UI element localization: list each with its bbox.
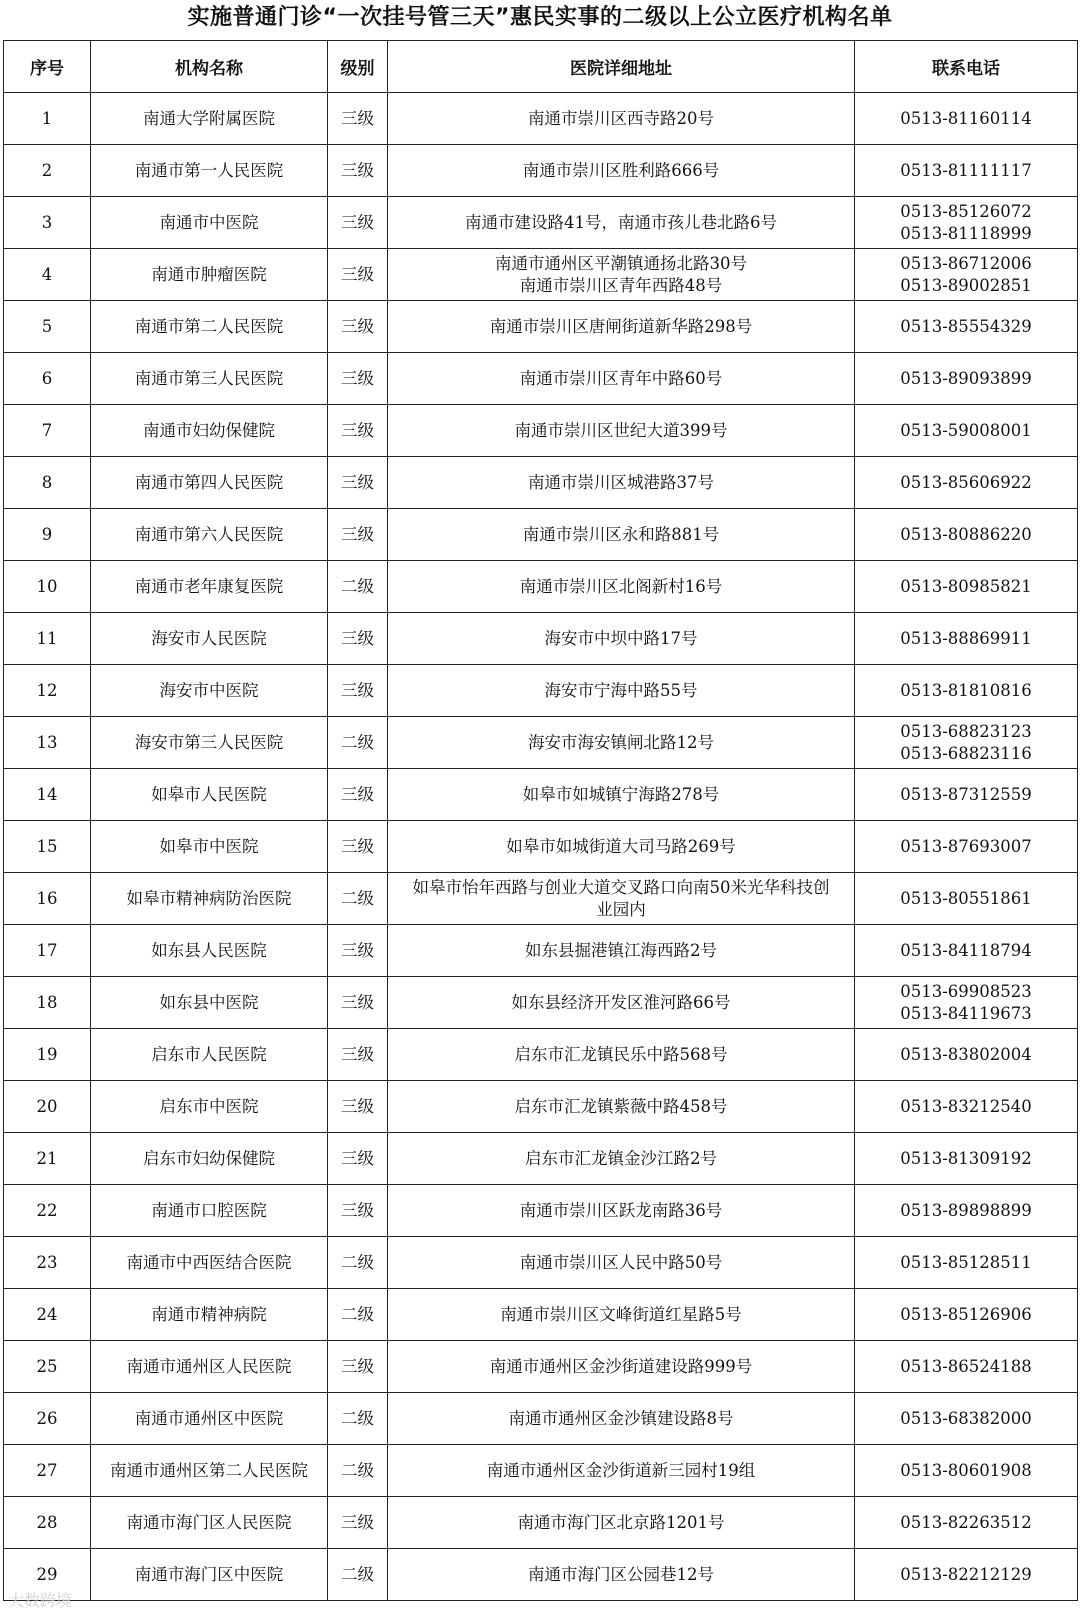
cell-name: 南通市老年康复医院 [91, 561, 328, 613]
table-body [4, 93, 1078, 1601]
cell-address-line: 南通市崇川区青年中路60号 [519, 368, 723, 388]
header-phone: 联系电话 [855, 41, 1078, 93]
cell-address [388, 457, 855, 509]
cell-phone [855, 873, 1078, 925]
cell-name: 南通市第二人民医院 [91, 301, 328, 353]
cell-phone-line: 0513-89898899 [900, 1200, 1032, 1220]
cell-phone-line: 0513-85128511 [900, 1252, 1032, 1272]
cell-phone-line: 0513-89093899 [900, 368, 1032, 388]
cell-phone-line: 0513-68823116 [900, 743, 1032, 763]
cell-name: 南通市第一人民医院 [91, 145, 328, 197]
cell-name: 南通市第四人民医院 [91, 457, 328, 509]
cell-phone-line: 0513-68823123 [900, 721, 1032, 741]
header-level: 级别 [328, 41, 388, 93]
cell-phone-line: 0513-87312559 [900, 784, 1032, 804]
cell-level: 二级 [328, 1237, 388, 1289]
cell-phone [855, 353, 1078, 405]
cell-phone-line: 0513-80601908 [900, 1460, 1032, 1480]
cell-phone-line: 0513-88869911 [900, 628, 1032, 648]
cell-level: 二级 [328, 1445, 388, 1497]
cell-phone [855, 1237, 1078, 1289]
cell-phone-line: 0513-68382000 [900, 1408, 1032, 1428]
cell-name: 南通市精神病院 [91, 1289, 328, 1341]
cell-phone [855, 145, 1078, 197]
header-no: 序号 [4, 41, 91, 93]
cell-no: 21 [4, 1133, 91, 1185]
cell-no: 15 [4, 821, 91, 873]
cell-name: 南通市海门区中医院 [91, 1549, 328, 1601]
cell-no: 27 [4, 1445, 91, 1497]
cell-phone [855, 301, 1078, 353]
cell-level: 三级 [328, 977, 388, 1029]
cell-level: 三级 [328, 1497, 388, 1549]
cell-name: 启东市妇幼保健院 [91, 1133, 328, 1185]
cell-phone [855, 93, 1078, 145]
table-row [4, 977, 1078, 1029]
cell-address-line: 如皋市如城街道大司马路269号 [506, 836, 736, 856]
cell-address-line: 海安市海安镇闸北路12号 [528, 732, 714, 752]
table-row [4, 1237, 1078, 1289]
cell-level: 三级 [328, 1081, 388, 1133]
table-header-row [4, 41, 1078, 93]
cell-no: 8 [4, 457, 91, 509]
cell-address-line: 南通市崇川区人民中路50号 [519, 1252, 723, 1272]
cell-no: 16 [4, 873, 91, 925]
cell-address-line: 南通市崇川区唐闸街道新华路298号 [489, 316, 753, 336]
cell-name: 海安市中医院 [91, 665, 328, 717]
cell-no: 26 [4, 1393, 91, 1445]
cell-phone-line: 0513-84118794 [900, 940, 1032, 960]
cell-address-line: 如东县经济开发区淮河路66号 [511, 992, 731, 1012]
cell-phone-line: 0513-82212129 [900, 1564, 1032, 1584]
table-row [4, 249, 1078, 301]
header-name: 机构名称 [91, 41, 328, 93]
cell-name: 南通市妇幼保健院 [91, 405, 328, 457]
cell-phone-line: 0513-82263512 [900, 1512, 1032, 1532]
cell-level: 三级 [328, 145, 388, 197]
cell-name: 如东县人民医院 [91, 925, 328, 977]
cell-address [388, 1081, 855, 1133]
cell-address-line: 南通市建设路41号，南通市孩儿巷北路6号 [465, 212, 777, 232]
cell-address [388, 977, 855, 1029]
cell-address-line: 启东市汇龙镇民乐中路568号 [514, 1044, 728, 1064]
table-row [4, 1393, 1078, 1445]
table-row [4, 1341, 1078, 1393]
table-row [4, 1029, 1078, 1081]
table-row [4, 1445, 1078, 1497]
cell-address [388, 1393, 855, 1445]
cell-phone-line: 0513-81118999 [900, 223, 1032, 243]
table-row [4, 613, 1078, 665]
cell-phone-line: 0513-80985821 [900, 576, 1032, 596]
cell-address-line: 南通市崇川区北阁新村16号 [519, 576, 723, 596]
cell-address [388, 561, 855, 613]
cell-phone [855, 665, 1078, 717]
cell-name: 如东县中医院 [91, 977, 328, 1029]
cell-phone-line: 0513-89002851 [900, 275, 1032, 295]
cell-level: 三级 [328, 613, 388, 665]
cell-phone-line: 0513-81309192 [900, 1148, 1032, 1168]
cell-no: 20 [4, 1081, 91, 1133]
cell-address [388, 1445, 855, 1497]
table-row [4, 821, 1078, 873]
table-row [4, 665, 1078, 717]
cell-no: 5 [4, 301, 91, 353]
cell-phone [855, 925, 1078, 977]
cell-name: 南通大学附属医院 [91, 93, 328, 145]
cell-name: 南通市第三人民医院 [91, 353, 328, 405]
cell-phone-line: 0513-59008001 [900, 420, 1032, 440]
table-row [4, 301, 1078, 353]
table-row [4, 717, 1078, 769]
cell-phone [855, 977, 1078, 1029]
cell-phone [855, 1185, 1078, 1237]
cell-phone [855, 1133, 1078, 1185]
cell-level: 三级 [328, 249, 388, 301]
cell-address-line: 南通市崇川区永和路881号 [522, 524, 720, 544]
table-row [4, 405, 1078, 457]
cell-address-line: 南通市通州区金沙镇建设路8号 [508, 1408, 734, 1428]
cell-name: 南通市肿瘤医院 [91, 249, 328, 301]
cell-phone-line: 0513-84119673 [900, 1003, 1032, 1023]
cell-level: 三级 [328, 405, 388, 457]
cell-phone [855, 1393, 1078, 1445]
cell-phone-line: 0513-85126906 [900, 1304, 1032, 1324]
cell-address-line: 南通市崇川区世纪大道399号 [514, 420, 728, 440]
cell-phone [855, 613, 1078, 665]
cell-address [388, 1133, 855, 1185]
cell-phone-line: 0513-69908523 [900, 981, 1032, 1001]
cell-no: 17 [4, 925, 91, 977]
cell-phone [855, 405, 1078, 457]
cell-name: 南通市通州区人民医院 [91, 1341, 328, 1393]
cell-phone-line: 0513-86524188 [900, 1356, 1032, 1376]
cell-address [388, 301, 855, 353]
table-row [4, 353, 1078, 405]
cell-address [388, 769, 855, 821]
cell-address-line: 南通市崇川区西寺路20号 [528, 108, 714, 128]
cell-phone-line: 0513-85606922 [900, 472, 1032, 492]
cell-name: 南通市海门区人民医院 [91, 1497, 328, 1549]
table-row [4, 197, 1078, 249]
cell-phone-line: 0513-83212540 [900, 1096, 1032, 1116]
cell-no: 9 [4, 509, 91, 561]
cell-address-line: 海安市中坝中路17号 [544, 628, 698, 648]
cell-level: 二级 [328, 1549, 388, 1601]
cell-no: 24 [4, 1289, 91, 1341]
cell-name: 如皋市人民医院 [91, 769, 328, 821]
table-row [4, 93, 1078, 145]
cell-no: 25 [4, 1341, 91, 1393]
cell-level: 三级 [328, 821, 388, 873]
cell-address [388, 1549, 855, 1601]
table-row [4, 925, 1078, 977]
cell-no: 11 [4, 613, 91, 665]
cell-phone [855, 509, 1078, 561]
cell-phone [855, 1289, 1078, 1341]
cell-name: 海安市第三人民医院 [91, 717, 328, 769]
cell-name: 如皋市精神病防治医院 [91, 873, 328, 925]
cell-address-line: 南通市海门区北京路1201号 [517, 1512, 725, 1532]
cell-address [388, 405, 855, 457]
cell-phone [855, 769, 1078, 821]
cell-address-line: 南通市通州区金沙街道新三园村19组 [486, 1460, 756, 1480]
cell-name: 南通市通州区中医院 [91, 1393, 328, 1445]
cell-level: 三级 [328, 509, 388, 561]
cell-address-line: 南通市崇川区胜利路666号 [522, 160, 720, 180]
cell-phone [855, 717, 1078, 769]
cell-address [388, 1185, 855, 1237]
cell-no: 10 [4, 561, 91, 613]
cell-address [388, 1237, 855, 1289]
cell-address [388, 93, 855, 145]
cell-no: 18 [4, 977, 91, 1029]
hospital-table [3, 40, 1078, 1601]
cell-phone [855, 561, 1078, 613]
cell-name: 南通市中西医结合医院 [91, 1237, 328, 1289]
cell-level: 二级 [328, 561, 388, 613]
cell-name: 南通市第六人民医院 [91, 509, 328, 561]
cell-no: 1 [4, 93, 91, 145]
table-row [4, 145, 1078, 197]
cell-address [388, 613, 855, 665]
cell-level: 二级 [328, 717, 388, 769]
cell-no: 12 [4, 665, 91, 717]
cell-address [388, 1341, 855, 1393]
cell-level: 三级 [328, 1133, 388, 1185]
cell-name: 海安市人民医院 [91, 613, 328, 665]
cell-name: 如皋市中医院 [91, 821, 328, 873]
cell-address-line: 南通市崇川区文峰街道红星路5号 [500, 1304, 742, 1324]
cell-level: 二级 [328, 873, 388, 925]
cell-address-line: 如皋市如城镇宁海路278号 [522, 784, 720, 804]
cell-address [388, 197, 855, 249]
cell-no: 29 [4, 1549, 91, 1601]
cell-no: 4 [4, 249, 91, 301]
cell-phone-line: 0513-83802004 [900, 1044, 1032, 1064]
table-row [4, 1133, 1078, 1185]
cell-address [388, 1497, 855, 1549]
table-row [4, 561, 1078, 613]
cell-no: 2 [4, 145, 91, 197]
cell-phone [855, 1029, 1078, 1081]
cell-level: 三级 [328, 1029, 388, 1081]
cell-phone-line: 0513-80886220 [900, 524, 1032, 544]
cell-no: 7 [4, 405, 91, 457]
cell-address [388, 1289, 855, 1341]
cell-address-line: 启东市汇龙镇金沙江路2号 [525, 1148, 717, 1168]
cell-address [388, 821, 855, 873]
cell-phone [855, 1497, 1078, 1549]
cell-no: 6 [4, 353, 91, 405]
cell-level: 三级 [328, 301, 388, 353]
cell-address-line: 南通市通州区金沙街道建设路999号 [489, 1356, 753, 1376]
cell-address-line: 南通市崇川区青年西路48号 [519, 275, 723, 295]
page-title: 实施普通门诊“一次挂号管三天”惠民实事的二级以上公立医疗机构名单 [187, 5, 893, 30]
cell-level: 二级 [328, 1393, 388, 1445]
table-row [4, 1081, 1078, 1133]
cell-phone-line: 0513-81111117 [900, 160, 1032, 180]
cell-phone-line: 0513-85126072 [900, 201, 1032, 221]
cell-phone-line: 0513-87693007 [900, 836, 1032, 856]
cell-no: 13 [4, 717, 91, 769]
cell-address-line: 海安市宁海中路55号 [544, 680, 698, 700]
cell-level: 三级 [328, 769, 388, 821]
cell-phone [855, 457, 1078, 509]
cell-address-line: 南通市海门区公园巷12号 [528, 1564, 714, 1584]
cell-name: 启东市中医院 [91, 1081, 328, 1133]
cell-level: 三级 [328, 925, 388, 977]
cell-level: 二级 [328, 1289, 388, 1341]
cell-address [388, 1029, 855, 1081]
cell-address-line: 如东县掘港镇江海西路2号 [525, 940, 717, 960]
cell-address [388, 717, 855, 769]
cell-level: 三级 [328, 665, 388, 717]
cell-address [388, 665, 855, 717]
cell-level: 三级 [328, 1185, 388, 1237]
cell-name: 南通市口腔医院 [91, 1185, 328, 1237]
cell-level: 三级 [328, 93, 388, 145]
header-address: 医院详细地址 [388, 41, 855, 93]
watermark: 大数跨境 [8, 1591, 73, 1610]
cell-address-line: 南通市崇川区跃龙南路36号 [519, 1200, 723, 1220]
cell-address-line: 如皋市怡年西路与创业大道交叉路口向南50米光华科技创 [412, 877, 830, 897]
table-row [4, 873, 1078, 925]
cell-phone [855, 249, 1078, 301]
cell-phone-line: 0513-80551861 [900, 888, 1032, 908]
cell-no: 19 [4, 1029, 91, 1081]
cell-address-line: 业园内 [596, 899, 646, 919]
cell-address [388, 249, 855, 301]
cell-level: 三级 [328, 353, 388, 405]
cell-address [388, 145, 855, 197]
cell-phone [855, 197, 1078, 249]
cell-phone [855, 1341, 1078, 1393]
cell-address [388, 353, 855, 405]
cell-phone-line: 0513-81810816 [900, 680, 1032, 700]
cell-phone [855, 1081, 1078, 1133]
cell-phone [855, 821, 1078, 873]
cell-name: 启东市人民医院 [91, 1029, 328, 1081]
cell-phone-line: 0513-86712006 [900, 253, 1032, 273]
table-row [4, 769, 1078, 821]
table-row [4, 1185, 1078, 1237]
cell-no: 22 [4, 1185, 91, 1237]
cell-no: 23 [4, 1237, 91, 1289]
cell-no: 28 [4, 1497, 91, 1549]
cell-address-line: 南通市崇川区城港路37号 [528, 472, 714, 492]
cell-address [388, 925, 855, 977]
cell-address-line: 启东市汇龙镇紫薇中路458号 [514, 1096, 728, 1116]
cell-address [388, 873, 855, 925]
cell-level: 三级 [328, 1341, 388, 1393]
cell-phone [855, 1549, 1078, 1601]
cell-phone [855, 1445, 1078, 1497]
table-row [4, 509, 1078, 561]
cell-address-line: 南通市通州区平潮镇通扬北路30号 [495, 253, 747, 273]
cell-phone-line: 0513-81160114 [900, 108, 1032, 128]
cell-address [388, 509, 855, 561]
table-row [4, 1549, 1078, 1601]
table-row [4, 1497, 1078, 1549]
cell-phone-line: 0513-85554329 [900, 316, 1032, 336]
cell-level: 三级 [328, 197, 388, 249]
cell-name: 南通市通州区第二人民医院 [91, 1445, 328, 1497]
cell-level: 三级 [328, 457, 388, 509]
table-row [4, 1289, 1078, 1341]
table-row [4, 457, 1078, 509]
cell-no: 14 [4, 769, 91, 821]
cell-name: 南通市中医院 [91, 197, 328, 249]
cell-no: 3 [4, 197, 91, 249]
